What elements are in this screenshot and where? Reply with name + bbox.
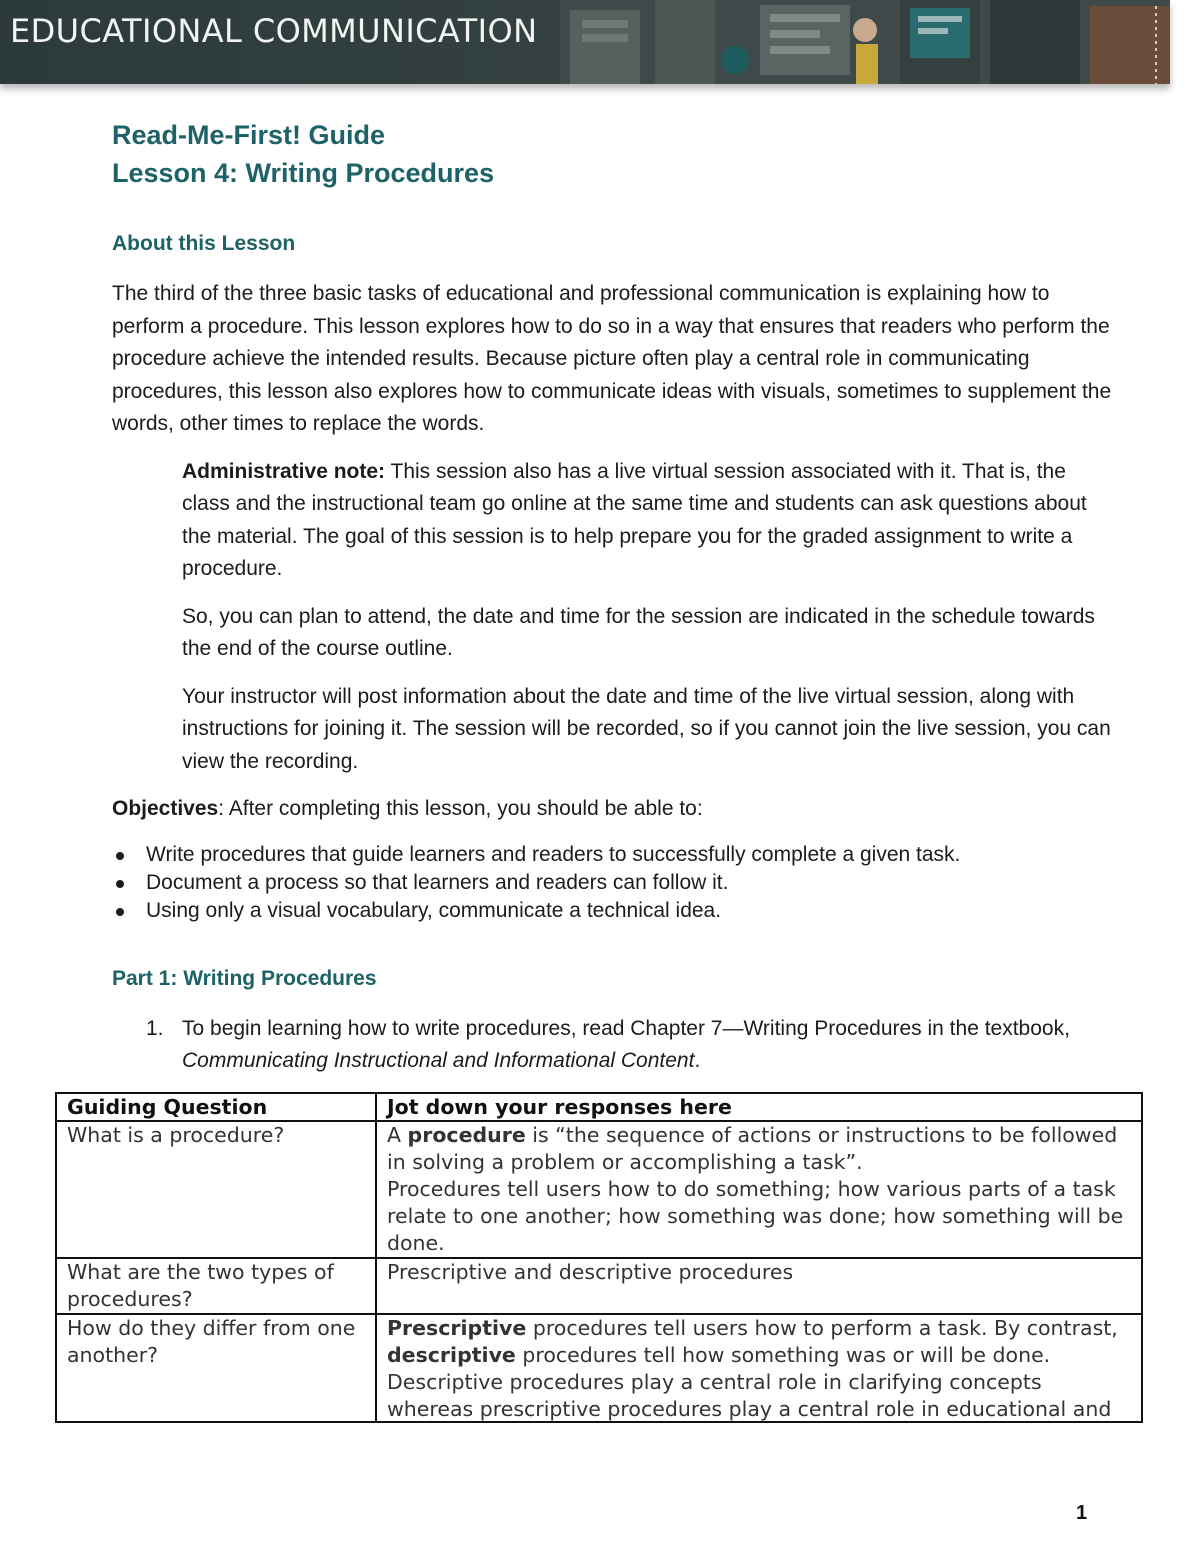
admin-note-label: Administrative note: [182,459,386,483]
objectives-label: Objectives [112,797,219,820]
table-row [56,1314,1142,1422]
response-cell[interactable] [376,1121,1142,1258]
about-heading: About this Lesson [112,232,296,255]
objectives-text: : After completing this lesson, you should be able to: [218,797,703,820]
instructor-paragraph: Your instructor will post information about the date and time of the live virtual session, along with instructions for joining it. The session will be recorded, so if you cannot join the live session, you can view the recording. [182,684,1111,773]
step-number: 1. [146,1016,164,1040]
objectives-list [112,841,1112,925]
response-text: A [387,1123,408,1147]
response-bold: descriptive [387,1343,516,1367]
step-text-end: . [694,1049,701,1072]
response-text: procedures tell how something was or will be done. Descriptive procedures play a central role in clarifying concepts whereas prescriptive procedures play a central role in educational and [387,1343,1112,1421]
objective-item: Document a process so that learners and readers can follow it. [112,869,1112,897]
question-cell: How do they differ from one another? [56,1314,376,1422]
textbook-title: Communicating Instructional and Informational Content [182,1049,695,1072]
objectives-intro [112,793,1112,826]
header-response: Jot down your responses here [376,1093,1142,1121]
admin-note-block [182,456,1112,779]
guide-title [112,116,1112,192]
guide-title-line-1: Read-Me-First! Guide [112,120,386,150]
table-header-row [56,1093,1142,1121]
response-text: procedures tell users how to perform a task. By contrast, [526,1316,1118,1340]
part1-heading: Part 1: Writing Procedures [112,966,377,990]
response-bold: Prescriptive [387,1316,527,1340]
page-number: 1 [1076,1502,1088,1524]
steps-list [112,1013,1112,1078]
response-text: Procedures tell users how to do something; how various parts of a task relate to one another; how something was done; how something will be done. [387,1177,1124,1255]
guide-title-line-2: Lesson 4: Writing Procedures [112,158,495,188]
admin-note-paragraph [182,456,1112,586]
table-row [56,1121,1142,1258]
response-cell[interactable]: Prescriptive and descriptive procedures [376,1258,1142,1314]
table-row [56,1258,1142,1314]
guiding-questions-table [55,1092,1143,1423]
step-item [112,1013,1112,1078]
intro-paragraph: The third of the three basic tasks of educational and professional communication is explaining how to perform a procedure. This lesson explores how to do so in a way that ensures that readers who perform the procedure achieve the intended results. Because picture often play a central role in communicating procedures, this lesson also explores how to communicate ideas with visuals, sometimes to supplement the words, other times to replace the words. [112,282,1112,435]
response-bold: procedure [407,1123,526,1147]
question-cell: What is a procedure? [56,1121,376,1258]
plan-paragraph: So, you can plan to attend, the date and time for the session are indicated in the schedule towards the end of the course outline. [182,604,1095,660]
admin-note-text: This session also has a live virtual session associated with it. That is, the class and the instructional team go online at the same time and students can ask questions about the material. The goal of this session is to help prepare you for the graded assignment to write a procedure. [182,459,1087,580]
banner-title: EDUCATIONAL COMMUNICATION [10,12,538,50]
banner-illustration [560,0,1170,84]
step-text: To begin learning how to write procedures, read Chapter 7—Writing Procedures in the textbook, [182,1016,1070,1040]
response-cell[interactable] [376,1314,1142,1422]
response-text: is “the sequence of actions or instructions to be followed in solving a problem or accomplishing a task”. [387,1123,1118,1174]
header-question: Guiding Question [56,1093,376,1121]
objective-item: Using only a visual vocabulary, communicate a technical idea. [112,897,1112,925]
response-clip [387,1315,1131,1421]
document-body [112,116,1112,1078]
objective-item: Write procedures that guide learners and readers to successfully complete a given task. [112,841,1112,869]
header-banner [0,0,1170,84]
question-cell: What are the two types of procedures? [56,1258,376,1314]
